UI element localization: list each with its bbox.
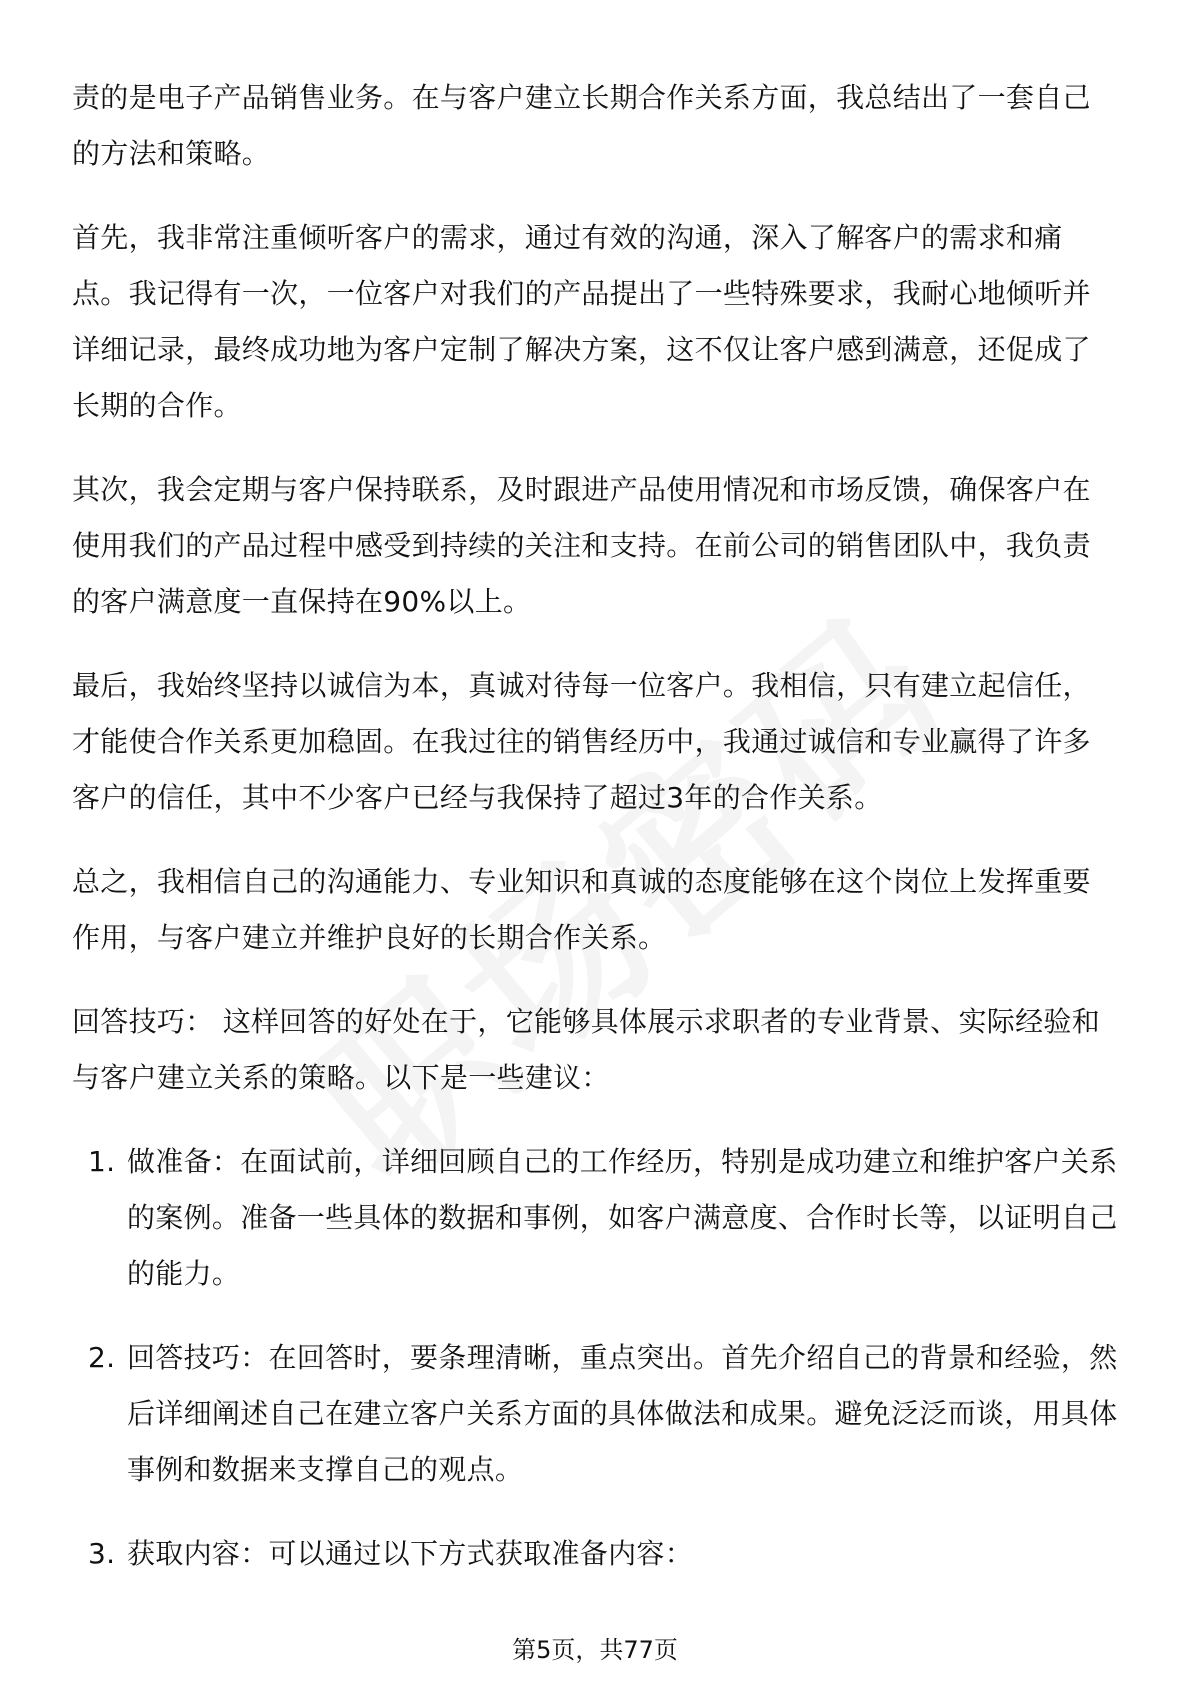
list-item [72,1526,1118,1582]
paragraph-answer-tips: 回答技巧： 这样回答的好处在于，它能够具体展示求职者的专业背景、实际经验和与客户建立关系的策略。以下是一些建议： [72,1005,1101,1094]
list-item-text: 回答技巧：在回答时，要条理清晰，重点突出。首先介绍自己的背景和经验，然后详细阐述自己在建立客户关系方面的具体做法和成果。避免泛泛而谈，用具体事例和数据来支撑自己的观点。 [127,1341,1118,1486]
paragraph-summary: 总之，我相信自己的沟通能力、专业知识和真诚的态度能够在这个岗位上发挥重要作用，与客户建立并维护良好的长期合作关系。 [72,865,1091,954]
list-item-text: 做准备：在面试前，详细回顾自己的工作经历，特别是成功建立和维护客户关系的案例。准备一些具体的数据和事例，如客户满意度、合作时长等，以证明自己的能力。 [127,1145,1118,1290]
list-item-number: 1. [88,1145,116,1178]
list-item [72,1134,1118,1302]
tips-list [72,1134,1118,1582]
page-number-footer: 第5页，共77页 [512,1636,678,1664]
list-item-text: 获取内容：可以通过以下方式获取准备内容： [127,1537,694,1570]
list-item [72,1330,1118,1498]
paragraph-intro: 责的是电子产品销售业务。在与客户建立长期合作关系方面，我总结出了一套自己的方法和策略。 [72,81,1091,170]
list-item-number: 2. [88,1341,116,1374]
paragraph-first: 首先，我非常注重倾听客户的需求，通过有效的沟通，深入了解客户的需求和痛点。我记得有一次，一位客户对我们的产品提出了一些特殊要求，我耐心地倾听并详细记录，最终成功地为客户定制了解决方案，这不仅让客户感到满意，还促成了长期的合作。 [72,221,1091,422]
list-item-number: 3. [88,1537,116,1570]
paragraph-second: 其次，我会定期与客户保持联系，及时跟进产品使用情况和市场反馈，确保客户在使用我们的产品过程中感受到持续的关注和支持。在前公司的销售团队中，我负责的客户满意度一直保持在90%以上。 [72,473,1091,618]
paragraph-last: 最后，我始终坚持以诚信为本，真诚对待每一位客户。我相信，只有建立起信任，才能使合作关系更加稳固。在我过往的销售经历中，我通过诚信和专业赢得了许多客户的信任，其中不少客户已经与我保持了超过3年的合作关系。 [72,669,1091,814]
document-body [72,70,1118,1610]
